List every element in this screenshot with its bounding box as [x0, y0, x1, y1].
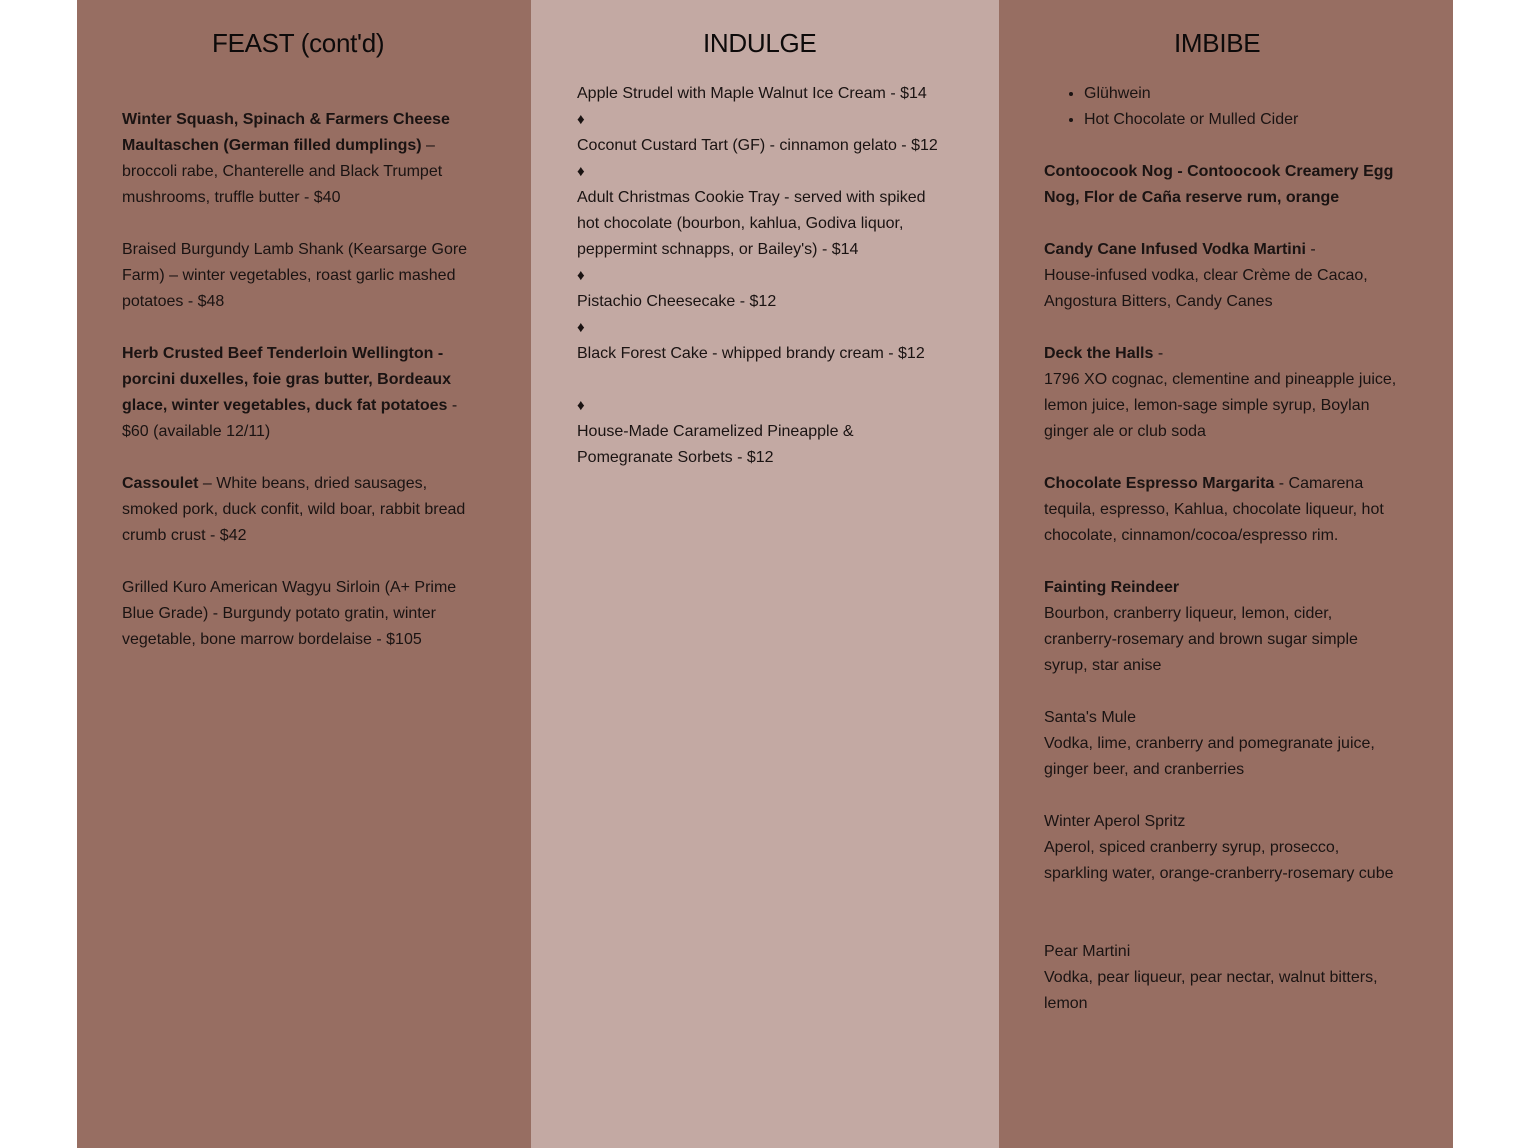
feast-title: FEAST (cont'd) [212, 28, 385, 58]
feast-items [122, 107, 482, 653]
drink-item [1044, 341, 1400, 367]
drink-item [1044, 471, 1400, 549]
drink-name: Contoocook Nog - Contoocook Creamery Egg Nog, Flor de Caña reserve rum, orange [1044, 163, 1394, 206]
item-description: Grilled Kuro American Wagyu Sirloin (A+ Prime Blue Grade) - Burgundy potato gratin, winter vegetable, bone marrow bordelaise - $105 [122, 579, 457, 648]
dessert-item: Pistachio Cheesecake - $12 [577, 293, 777, 310]
list-item: • Hot Chocolate or Mulled Cider [1084, 107, 1400, 133]
item-description: – White beans, dried sausages, smoked pork, duck confit, wild boar, rabbit bread crumb crust - $42 [122, 475, 466, 544]
list-item: • Glühwein [1084, 81, 1400, 107]
drink-name: Candy Cane Infused Vodka Martini [1044, 241, 1306, 258]
item-name: Cassoulet [122, 475, 199, 492]
menu-item [122, 575, 482, 653]
feast-column [77, 0, 531, 1148]
indulge-items [577, 81, 949, 471]
drink-dash: - [1305, 241, 1316, 258]
diamond-separator-icon: ♦ [577, 111, 585, 128]
item-description: - $60 (available 12/11) [122, 397, 458, 440]
drink-description: Aperol, spiced cranberry syrup, prosecco, sparkling water, orange-cranberry-rosemary cube [1044, 839, 1394, 882]
diamond-separator-icon: ♦ [577, 397, 585, 414]
drink-name: Fainting Reindeer [1044, 579, 1180, 596]
dessert-item: Black Forest Cake - whipped brandy cream - $12 [577, 345, 925, 362]
imbibe-title: IMBIBE [1174, 28, 1261, 58]
imbibe-items [1044, 81, 1400, 1017]
dessert-item: Adult Christmas Cookie Tray - served with spiked hot chocolate (bourbon, kahlua, Godiva liquor, peppermint schnapps, or Bailey's) - $14 [577, 189, 926, 258]
diamond-separator-icon: ♦ [577, 267, 585, 284]
drink-description: - Camarena tequila, espresso, Kahlua, chocolate liqueur, hot chocolate, cinnamon/cocoa/espresso rim. [1044, 475, 1384, 544]
drink-name: Chocolate Espresso Margarita [1044, 475, 1275, 492]
drink-name: Winter Aperol Spritz [1044, 813, 1186, 830]
menu-item [122, 107, 482, 211]
item-description: Braised Burgundy Lamb Shank (Kearsarge Gore Farm) – winter vegetables, roast garlic mashed potatoes - $48 [122, 241, 468, 310]
drink-description: Bourbon, cranberry liqueur, lemon, cider, cranberry-rosemary and brown sugar simple syrup, star anise [1044, 605, 1358, 674]
menu-item [122, 237, 482, 315]
dessert-item: Coconut Custard Tart (GF) - cinnamon gelato - $12 [577, 137, 938, 154]
drink-dash: - [1153, 345, 1164, 362]
indulge-title: INDULGE [703, 28, 817, 58]
hot-drinks-list [1044, 81, 1400, 133]
drink-item [1044, 237, 1400, 263]
drink-name: Pear Martini [1044, 943, 1131, 960]
drink-description: Vodka, pear liqueur, pear nectar, walnut bitters, lemon [1044, 969, 1378, 1012]
dessert-item: House-Made Caramelized Pineapple & Pomegranate Sorbets - $12 [577, 423, 854, 466]
drink-name: Deck the Halls [1044, 345, 1154, 362]
diamond-separator-icon: ♦ [577, 319, 585, 336]
drink-description: 1796 XO cognac, clementine and pineapple juice, lemon juice, lemon-sage simple syrup, Boylan ginger ale or club soda [1044, 371, 1397, 440]
imbibe-column [999, 0, 1453, 1148]
menu-item [122, 341, 482, 445]
item-name: Herb Crusted Beef Tenderloin Wellington - porcini duxelles, foie gras butter, Bordeaux glace, winter vegetables, duck fat potatoes [122, 345, 451, 414]
indulge-column [531, 0, 999, 1148]
drink-name: Santa's Mule [1044, 709, 1136, 726]
item-name: Winter Squash, Spinach & Farmers Cheese Maultaschen (German filled dumplings) [122, 111, 450, 154]
diamond-separator-icon: ♦ [577, 163, 585, 180]
item-description: – broccoli rabe, Chanterelle and Black Trumpet mushrooms, truffle butter - $40 [122, 137, 443, 206]
drink-description: Vodka, lime, cranberry and pomegranate juice, ginger beer, and cranberries [1044, 735, 1375, 778]
drink-description: House-infused vodka, clear Crème de Cacao, Angostura Bitters, Candy Canes [1044, 267, 1368, 310]
dessert-item: Apple Strudel with Maple Walnut Ice Cream - $14 [577, 85, 927, 102]
menu-item [122, 471, 482, 549]
